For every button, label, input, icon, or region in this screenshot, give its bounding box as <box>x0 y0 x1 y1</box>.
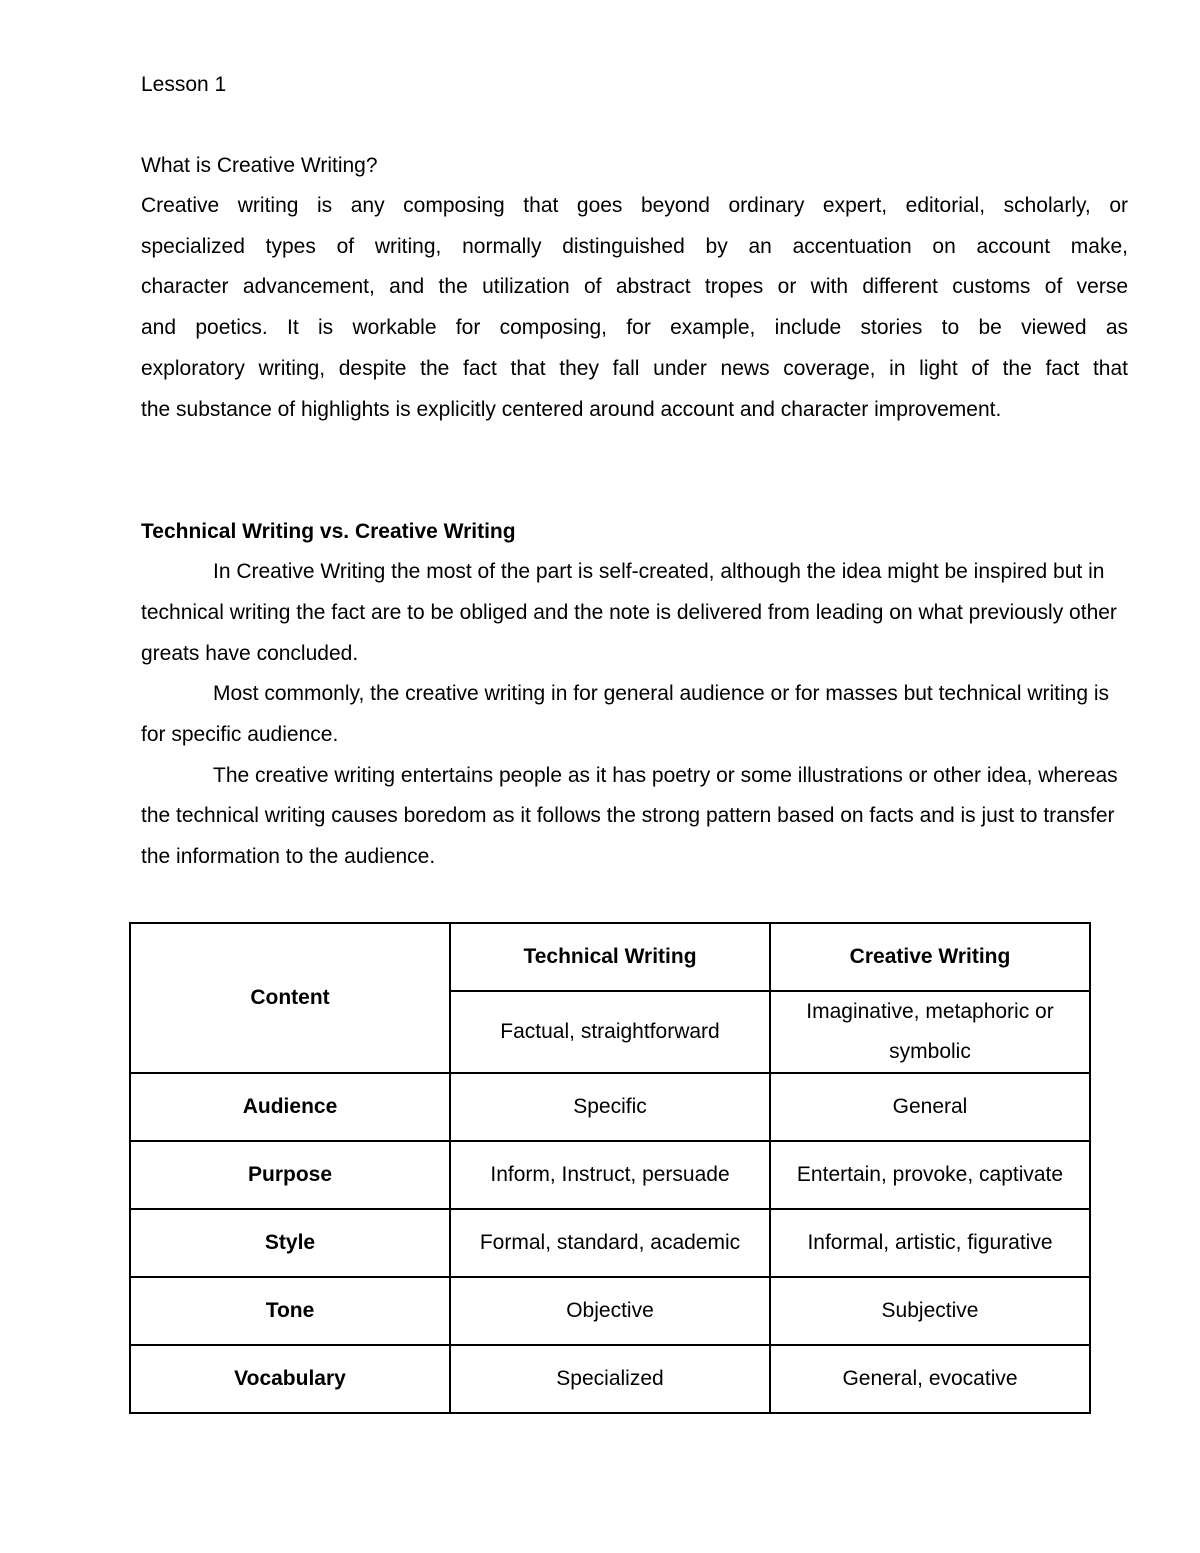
cell-technical: Objective <box>450 1277 770 1345</box>
table-row <box>130 1073 1090 1141</box>
cell-technical: Formal, standard, academic <box>450 1209 770 1277</box>
row-label: Tone <box>130 1277 450 1345</box>
intro-question: What is Creative Writing? <box>141 154 378 177</box>
table-row <box>130 1345 1090 1413</box>
section-heading: Technical Writing vs. Creative Writing <box>141 520 516 544</box>
table-row <box>130 1209 1090 1277</box>
cell-creative: Subjective <box>770 1277 1090 1345</box>
column-header-technical: Technical Writing <box>450 923 770 991</box>
comparison-table-wrapper <box>129 922 1091 1414</box>
comparison-paragraph: In Creative Writing the most of the part is self-created, although the idea might be inspired but in technical writing the fact are to be obliged and the note is delivered from leading on what previously other greats have concluded. <box>141 560 1117 665</box>
row-label: Vocabulary <box>130 1345 450 1413</box>
comparison-table <box>129 922 1091 1414</box>
cell-creative: General, evocative <box>770 1345 1090 1413</box>
intro-line: the substance of highlights is explicitly centered around account and character improvement. <box>141 397 1002 421</box>
cell-technical: Specialized <box>450 1345 770 1413</box>
cell-technical: Specific <box>450 1073 770 1141</box>
cell-creative: Imaginative, metaphoric or symbolic <box>770 991 1090 1073</box>
table-header-row <box>130 923 1090 991</box>
comparison-paragraph: The creative writing entertains people as it has poetry or some illustrations or other idea, whereas the technical writing causes boredom as it follows the strong pattern based on facts and is just to transfer the information to the audience. <box>141 763 1118 869</box>
intro-line: Creative writing is any composing that goes beyond ordinary expert, editorial, scholarly, or <box>141 194 1128 217</box>
intro-line: and poetics. It is workable for composing, for example, include stories to be viewed as <box>141 316 1128 340</box>
spacer <box>141 430 1128 511</box>
intro-paragraph <box>141 186 1128 430</box>
table-row <box>130 1141 1090 1209</box>
cell-technical: Factual, straightforward <box>450 991 770 1073</box>
comparison-paragraph: Most commonly, the creative writing in for general audience or for masses but technical writing is for specific audience. <box>141 682 1109 747</box>
table-row <box>130 1277 1090 1345</box>
lesson-label: Lesson 1 <box>141 73 227 96</box>
cell-creative: Informal, artistic, figurative <box>770 1209 1090 1277</box>
intro-line: specialized types of writing, normally distinguished by an accentuation on account make, <box>141 234 1128 258</box>
row-label: Purpose <box>130 1141 450 1209</box>
document-page <box>141 64 1128 878</box>
cell-creative: General <box>770 1073 1090 1141</box>
intro-line: character advancement, and the utilization of abstract tropes or with different customs of verse <box>141 275 1128 299</box>
cell-technical: Inform, Instruct, persuade <box>450 1141 770 1209</box>
row-label: Style <box>130 1209 450 1277</box>
intro-line: exploratory writing, despite the fact that they fall under news coverage, in light of the fact that <box>141 356 1128 380</box>
row-label: Audience <box>130 1073 450 1141</box>
row-label-content: Content <box>130 923 450 1073</box>
spacer <box>141 105 1128 145</box>
cell-creative: Entertain, provoke, captivate <box>770 1141 1090 1209</box>
column-header-creative: Creative Writing <box>770 923 1090 991</box>
